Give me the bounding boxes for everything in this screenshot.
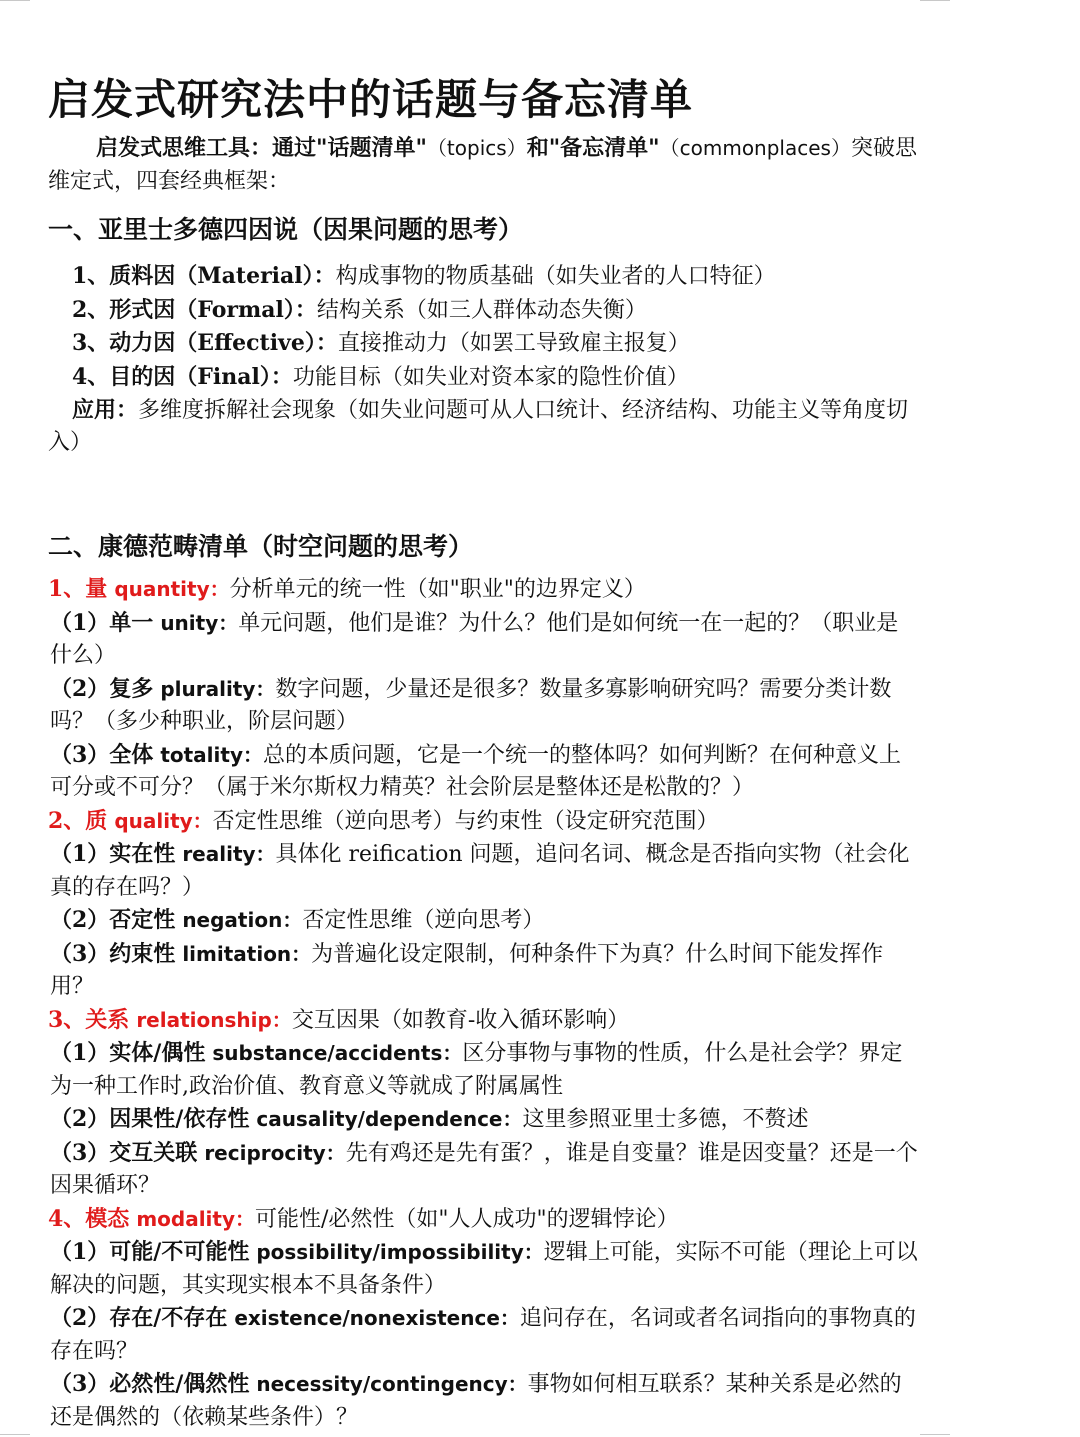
intro-topics: （topics） — [426, 136, 527, 160]
page-corner-mark — [920, 0, 950, 1]
page-corner-mark — [0, 0, 30, 1]
category-heading: 3、关系 relationship：交互因果（如教育-收入循环影响） — [48, 1006, 630, 1033]
category-heading: 1、量 quantity：分析单元的统一性（如"职业"的边界定义） — [48, 576, 646, 602]
category-subitem: （3）必然性/偶然性 necessity/contingency：事物如何相互联系？某种关系是必然的还是偶然的（依赖某些条件）？ — [50, 1371, 902, 1430]
intro-text-2: 和"备忘清单" — [526, 135, 660, 161]
intro-text-1: 启发式思维工具：通过"话题清单" — [96, 135, 427, 161]
category-heading: 4、模态 modality：可能性/必然性（如"人人成功"的逻辑悖论） — [48, 1205, 679, 1232]
application-label: 应用： — [72, 397, 139, 423]
section1-heading: 一、亚里士多德四因说（因果问题的思考） — [48, 215, 524, 244]
category-subitem: （3）全体 totality：总的本质问题，它是一个统一的整体吗？如何判断？在何种意义上可分或不可分？（属于米尔斯权力精英？社会阶层是整体还是松散的？） — [50, 741, 901, 800]
category-subitem: （2）复多 plurality：数字问题，少量还是很多？数量多寡影响研究吗？需要分类计数吗？（多少种职业，阶层问题） — [50, 675, 892, 734]
cause-label: 3、动力因（Effective）： — [72, 330, 338, 356]
cause-label: 2、形式因（Formal）： — [72, 296, 317, 323]
category-subitem: （3）交互关联 reciprocity：先有鸡还是先有蛋？，谁是自变量？谁是因变量？还是一个因果循环？ — [50, 1139, 918, 1198]
category-subitem: （1）实在性 reality：具体化 reification 问题，追问名词、概念是否指向实物（社会化真的存在吗？） — [50, 841, 910, 900]
cause-text: 直接推动力（如罢工导致雇主报复） — [337, 331, 690, 356]
category-subitem: （1）可能/不可能性 possibility/impossibility：逻辑上可能，实际不可能（理论上可以解决的问题，其实现实根本不具备条件） — [50, 1239, 918, 1298]
intro-commonplaces: （commonplaces） — [659, 136, 851, 160]
intro-text-3: 突破思维定式，四套经典框架： — [48, 136, 917, 194]
page-title: 启发式研究法中的话题与备忘清单 — [48, 75, 694, 124]
cause-text: 功能目标（如失业对资本家的隐性价值） — [292, 364, 689, 390]
application-note — [48, 394, 918, 459]
category-subitem: （2）存在/不存在 existence/nonexistence：追问存在，名词或者名词指向的事物真的存在吗？ — [50, 1305, 916, 1364]
cause-label: 1、质料因（Material）： — [72, 263, 336, 289]
document-page — [48, 70, 918, 1434]
category-heading: 2、质 quality：否定性思维（逆向思考）与约束性（设定研究范围） — [48, 807, 719, 834]
kant-categories — [48, 573, 918, 1434]
page-corner-mark — [0, 1434, 30, 1435]
application-text: 多维度拆解社会现象（如失业问题可从人口统计、经济结构、功能主义等角度切入） — [48, 398, 909, 455]
section2-heading: 二、康德范畴清单（时空问题的思考） — [48, 532, 474, 561]
category-subitem: （3）约束性 limitation：为普遍化设定限制，何种条件下为真？什么时间下能发挥作用？ — [50, 940, 884, 999]
cause-item — [72, 327, 918, 361]
category-subitem: （1）单一 unity：单元问题，他们是谁？为什么？他们是如何统一在一起的？（职业是什么） — [50, 609, 899, 668]
four-causes-list — [48, 260, 918, 394]
cause-item — [72, 294, 918, 328]
cause-item — [72, 260, 918, 294]
cause-item — [72, 361, 918, 395]
cause-text: 结构关系（如三人群体动态失衡） — [316, 297, 647, 323]
category-subitem: （2）因果性/依存性 causality/dependence：这里参照亚里士多德，不赘述 — [50, 1106, 809, 1132]
category-subitem: （1）实体/偶性 substance/accidents：区分事物与事物的性质，什么是社会学？界定为一种工作时,政治价值、教育意义等就成了附属属性 — [50, 1040, 903, 1099]
page-corner-mark — [920, 1434, 950, 1435]
intro-paragraph — [48, 132, 918, 198]
cause-text: 构成事物的物质基础（如失业者的人口特征） — [335, 264, 776, 289]
cause-label: 4、目的因（Final）： — [72, 363, 293, 390]
category-subitem: （2）否定性 negation：否定性思维（逆向思考） — [50, 907, 545, 933]
